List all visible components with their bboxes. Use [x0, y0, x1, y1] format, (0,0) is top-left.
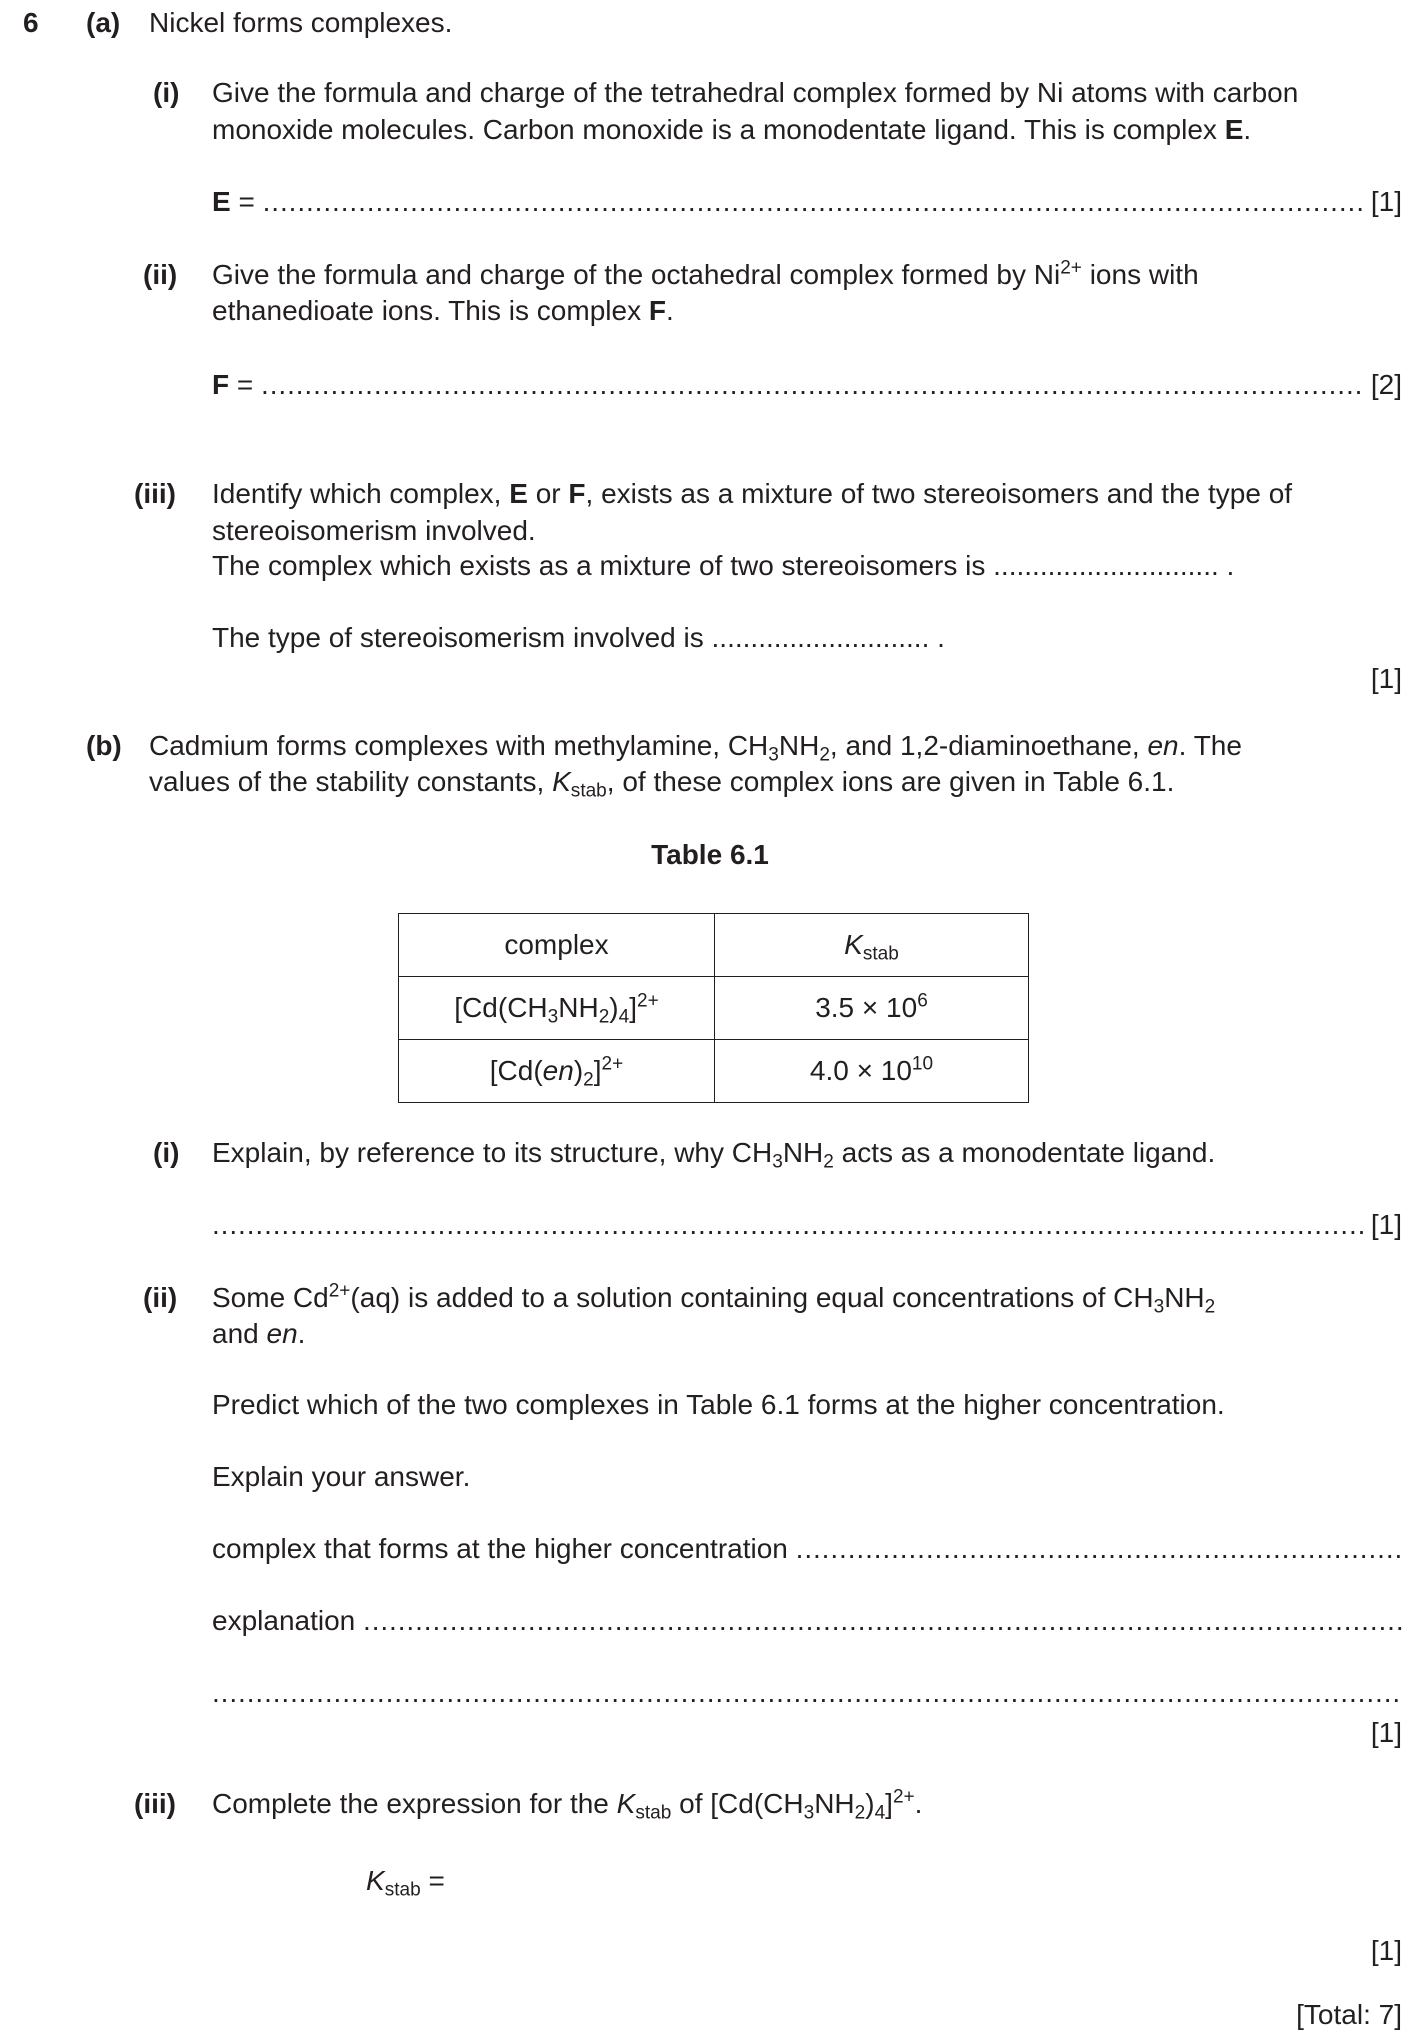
table-caption: Table 6.1 — [651, 839, 769, 870]
part-a-iii-label: (iii) — [134, 478, 176, 509]
kstab-en: $4.0 \times 10^{10}$ — [715, 1040, 1029, 1103]
part-b-line1: Cadmium forms complexes with methylamine, $CH_3NH_2$, and 1,2-diaminoethane, en. The — [149, 730, 1242, 766]
answer-line-f[interactable]: F = ..... [2] — [212, 368, 1402, 402]
complex-methylamine: $[Cd(CH_3NH_2)_4]^{2+}$ — [399, 977, 715, 1040]
part-a-ii-line2: ethanedioate ions. This is complex F. — [212, 295, 674, 326]
part-b-ii-explain: Explain your answer. — [212, 1461, 471, 1492]
part-a-ii-line1: Give the formula and charge of the octahedral complex formed by $Ni^{2+}$ ions with — [212, 257, 1199, 290]
part-b-i-label: (i) — [153, 1137, 180, 1168]
part-b-i-text: Explain, by reference to its structure, why $CH_3NH_2$ acts as a monodentate ligand. — [212, 1137, 1216, 1173]
header-kstab: $K_{stab}$ — [715, 914, 1029, 977]
part-b-line2: values of the stability constants, $K_{stab}$, of these complex ions are given in Table 6.1. — [149, 766, 1175, 802]
kstab-expression[interactable]: $K_{stab}$ = — [366, 1865, 445, 1901]
header-complex: complex — [399, 914, 715, 977]
answer-line-e[interactable]: E = ..... [1] — [212, 185, 1402, 219]
answer-line-stereoisomerism-type[interactable]: The type of stereoisomerism involved is ............................ . — [212, 622, 945, 653]
part-a-iii-line1: Identify which complex, E or F, exists as a mixture of two stereoisomers and the type of — [212, 478, 1293, 509]
marks-b-iii: [1] — [1370, 1935, 1402, 1966]
marks-a-i: [1] — [1370, 186, 1402, 217]
part-b-ii-line1: Some $Cd^{2+}(aq)$ is added to a solution containing equal concentrations of $CH_3NH_2$ — [212, 1280, 1216, 1318]
part-b-label: (b) — [86, 730, 122, 761]
answer-line-monodentate[interactable] — [212, 1208, 1402, 1242]
stability-constants-table — [398, 913, 1029, 1103]
answer-line-explanation[interactable]: explanation ..... — [212, 1604, 1402, 1638]
total-marks: [Total: 7] — [1296, 1999, 1402, 2030]
answer-line-explanation-2[interactable] — [212, 1676, 1402, 1710]
part-b-ii-line2: and en. — [212, 1318, 306, 1349]
complex-en: $[Cd(en)_2]^{2+}$ — [399, 1040, 715, 1103]
part-b-iii-text: Complete the expression for the $K_{stab}$ of $[Cd(CH_3NH_2)_4]^{2+}$. — [212, 1786, 923, 1824]
table-header-row — [399, 914, 1029, 977]
part-a-i-label: (i) — [153, 77, 180, 108]
answer-line-stereoisomer-complex[interactable]: The complex which exists as a mixture of two stereoisomers is ............................. . — [212, 550, 1235, 581]
table-row — [399, 977, 1029, 1040]
part-b-ii-predict: Predict which of the two complexes in Table 6.1 forms at the higher concentration. — [212, 1389, 1225, 1420]
marks-a-ii: [2] — [1370, 369, 1402, 400]
table-row — [399, 1040, 1029, 1103]
part-a-ii-label: (ii) — [143, 259, 178, 290]
marks-b-ii: [1] — [1370, 1717, 1402, 1748]
part-a-iii-line2: stereoisomerism involved. — [212, 515, 536, 546]
part-b-iii-label: (iii) — [134, 1788, 176, 1819]
question-number: 6 — [23, 7, 39, 38]
part-a-label: (a) — [86, 7, 121, 38]
answer-line-higher-complex[interactable]: complex that forms at the higher concentration ..... — [212, 1532, 1402, 1566]
part-a-intro: Nickel forms complexes. — [149, 7, 453, 38]
marks-a-iii: [1] — [1370, 663, 1402, 694]
part-a-i-line2: monoxide molecules. Carbon monoxide is a monodentate ligand. This is complex E. — [212, 114, 1252, 145]
part-b-ii-label: (ii) — [143, 1282, 178, 1313]
marks-b-i: [1] — [1370, 1209, 1402, 1240]
part-a-i-line1: Give the formula and charge of the tetrahedral complex formed by Ni atoms with carbon — [212, 77, 1299, 108]
kstab-methylamine: $3.5 \times 10^6$ — [715, 977, 1029, 1040]
